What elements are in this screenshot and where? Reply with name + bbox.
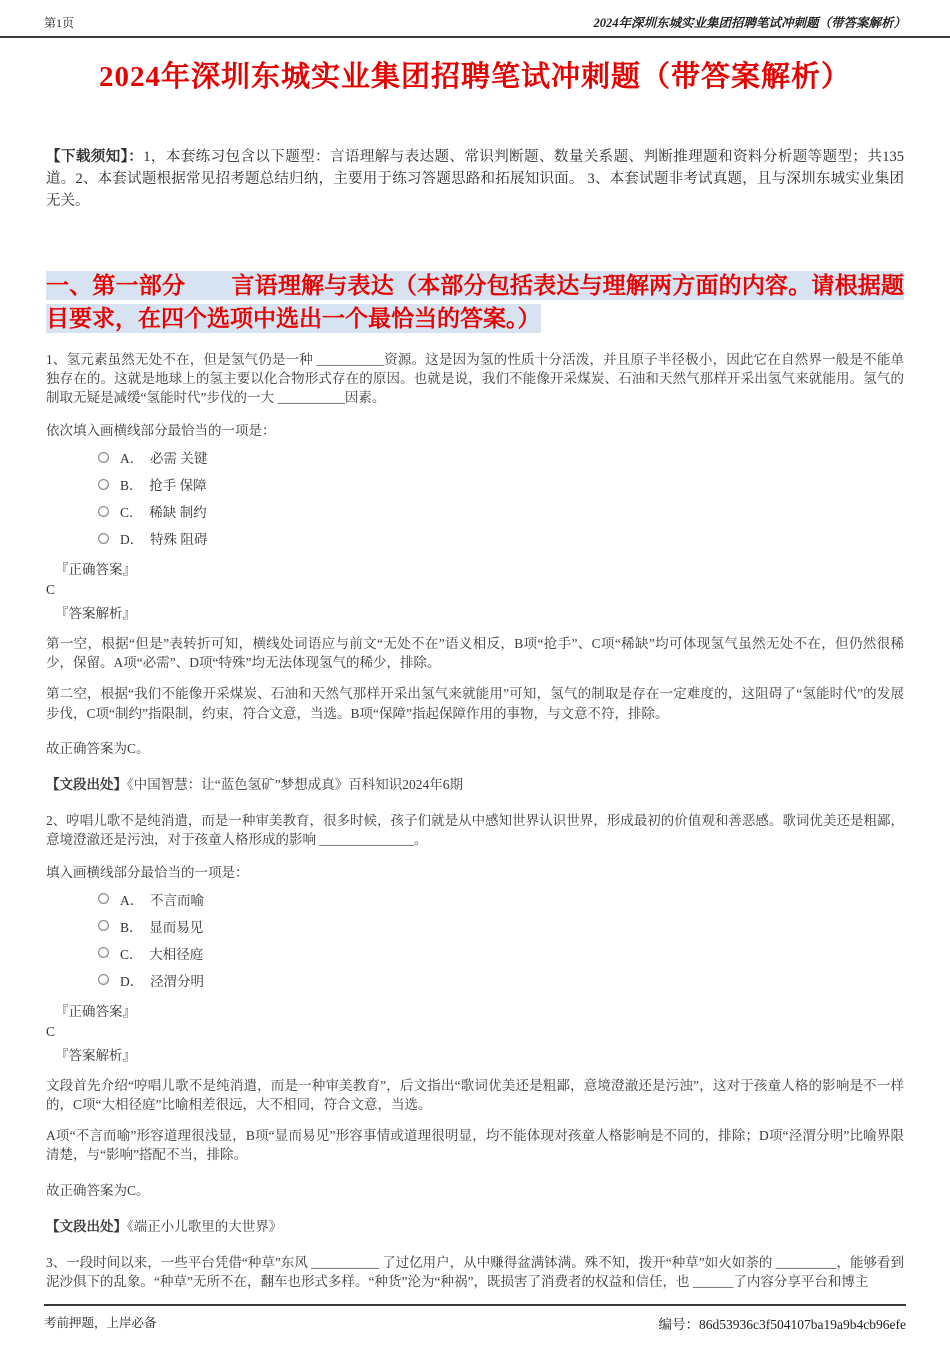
correct-answer: C (46, 582, 56, 598)
option-label: B． 显而易见 (120, 919, 204, 935)
download-notice-label: 【下载须知】： (46, 149, 144, 165)
source-label: 【文段出处】 (46, 1218, 127, 1234)
correct-answer: C (46, 1023, 56, 1039)
analysis-paragraph: 第一空，根据“但是”表转折可知，横线处词语应与前文“无处不在”语义相反，B项“抢手”、C项“稀缺”均可体现氢气虽然无处不在，但仍然很稀少，保留。A项“必需”、D项“特殊”均无法体现氢气的稀少，排除。 (46, 636, 904, 671)
page-number: 第1页 (44, 16, 75, 30)
footer-code-label: 编号： (658, 1317, 700, 1332)
analysis-paragraph: 第二空，根据“我们不能像开采煤炭、石油和天然气那样开采出氢气来就能用”可知，氢气的制取是存在一定难度的，这阻碍了“氢能时代”的发展步伐，C项“制约”指限制，约束，符合文意，当选。B项“保障”指起保障作用的事物，与文意不符，排除。 (46, 686, 904, 721)
option-label: B． 抢手 保障 (120, 478, 207, 494)
source-label: 【文段出处】 (46, 776, 127, 792)
radio-icon[interactable] (98, 920, 109, 931)
option-a[interactable] (98, 889, 904, 909)
running-title: 2024年深圳东城实业集团招聘笔试冲刺题（带答案解析） (593, 16, 906, 30)
option-label: D． 泾渭分明 (120, 973, 204, 989)
question-2-options (98, 889, 904, 990)
question-2 (46, 811, 904, 1235)
option-label: C． 稀缺 制约 (120, 505, 207, 521)
option-label: A． 必需 关键 (120, 451, 208, 467)
answer-block (46, 558, 904, 622)
question-3-stem: 3、一段时间以来，一些平台凭借“种草”东风 __________ 了过亿用户，从中赚得盆满钵满。殊不知，拨开“种草”如火如荼的 _________，能够看到泥沙俱下的乱象。“种草”无所不在，翻车也形式多样。“种货”沦为“种祸”，既损害了消费者的权益和信任，也 ______了内容分享平台和博主 (46, 1254, 904, 1289)
option-b[interactable] (98, 916, 904, 936)
correct-answer-label: 『正确答案』 (55, 562, 136, 578)
question-1-stem: 1、氢元素虽然无处不在，但是氢气仍是一种 __________资源。这是因为氢的性质十分活泼，并且原子半径极小，因此它在自然界一般是不能单独存在的。这就是地球上的氢主要以化合物形式存在的原因。也就是说，我们不能像开采煤炭、石油和天然气那样开采出氢气来就能用。氢气的制取无疑是减缓“氢能时代”步伐的一大 __________因素。 (46, 351, 904, 405)
footer-code-value: 86d53936c3f504107ba19a9b4cb96efe (699, 1317, 906, 1332)
question-2-prompt: 填入画横线部分最恰当的一项是： (46, 864, 249, 880)
source-text: 《中国智慧：让“蓝色氢矿”梦想成真》百科知识2024年6期 (127, 776, 463, 792)
radio-icon[interactable] (98, 974, 109, 985)
question-1-prompt: 依次填入画横线部分最恰当的一项是： (46, 423, 276, 439)
option-label: D． 特殊 阻碍 (120, 532, 208, 548)
question-3 (46, 1253, 904, 1291)
option-c[interactable] (98, 943, 904, 963)
radio-icon[interactable] (98, 479, 109, 490)
page-content (0, 147, 950, 1291)
page-footer (44, 1304, 906, 1333)
radio-icon[interactable] (98, 506, 109, 517)
option-b[interactable] (98, 474, 904, 494)
option-a[interactable] (98, 447, 904, 467)
analysis-label: 『答案解析』 (55, 606, 136, 622)
question-1 (46, 350, 904, 793)
source-text: 《端正小儿歌里的大世界》 (127, 1218, 283, 1234)
footer-slogan: 考前押题，上岸必备 (44, 1316, 157, 1330)
section-heading-text: 一、第一部分 言语理解与表达（本部分包括表达与理解两方面的内容。请根据题目要求，在四个选项中选出一个最恰当的答案。） (46, 273, 904, 331)
conclusion: 故正确答案为C。 (46, 740, 150, 756)
option-c[interactable] (98, 501, 904, 521)
analysis-paragraph: 文段首先介绍“哼唱儿歌不是纯消遣，而是一种审美教育”，后文指出“歌词优美还是粗鄙，意境澄澈还是污浊”，这对于孩童人格的影响是不一样的，C项“大相径庭”比喻相差很远，大不相同，符合文意，当选。 (46, 1077, 904, 1113)
option-label: C． 大相径庭 (120, 946, 204, 962)
correct-answer-label: 『正确答案』 (55, 1003, 136, 1019)
radio-icon[interactable] (98, 947, 109, 958)
question-2-stem: 2、哼唱儿歌不是纯消遣，而是一种审美教育，很多时候，孩子们就是从中感知世界认识世界，形成最初的价值观和善恶感。歌词优美还是粗鄙，意境澄澈还是污浊，对于孩童人格形成的影响 ______________。 (46, 812, 904, 847)
conclusion: 故正确答案为C。 (46, 1182, 150, 1198)
option-d[interactable] (98, 970, 904, 990)
radio-icon[interactable] (98, 452, 109, 463)
section-heading (46, 270, 904, 335)
source-line (46, 773, 904, 793)
source-line (46, 1215, 904, 1235)
download-notice (46, 147, 904, 212)
option-d[interactable] (98, 528, 904, 548)
analysis-paragraph: A项“不言而喻”形容道理很浅显，B项“显而易见”形容事情或道理很明显，均不能体现对孩童人格影响是不同的，排除；D项“泾渭分明”比喻界限清楚，与“影响”搭配不当，排除。 (46, 1128, 904, 1163)
answer-block (46, 1000, 904, 1064)
analysis-label: 『答案解析』 (55, 1047, 136, 1063)
option-label: A． 不言而喻 (120, 892, 204, 908)
download-notice-text: 1，本套练习包含以下题型：言语理解与表达题、常识判断题、数量关系题、判断推理题和资料分析题等题型；共135道。2、本套试题根据常见招考题总结归纳，主要用于练习答题思路和拓展知识面。 3、本套试题非考试真题，且与深圳东城实业集团无关。 (46, 149, 905, 209)
page-header (0, 0, 950, 38)
footer-code (659, 1313, 906, 1333)
radio-icon[interactable] (98, 533, 109, 544)
radio-icon[interactable] (98, 893, 109, 904)
question-1-options (98, 447, 904, 548)
document-title: 2024年深圳东城实业集团招聘笔试冲刺题（带答案解析） (98, 61, 851, 93)
